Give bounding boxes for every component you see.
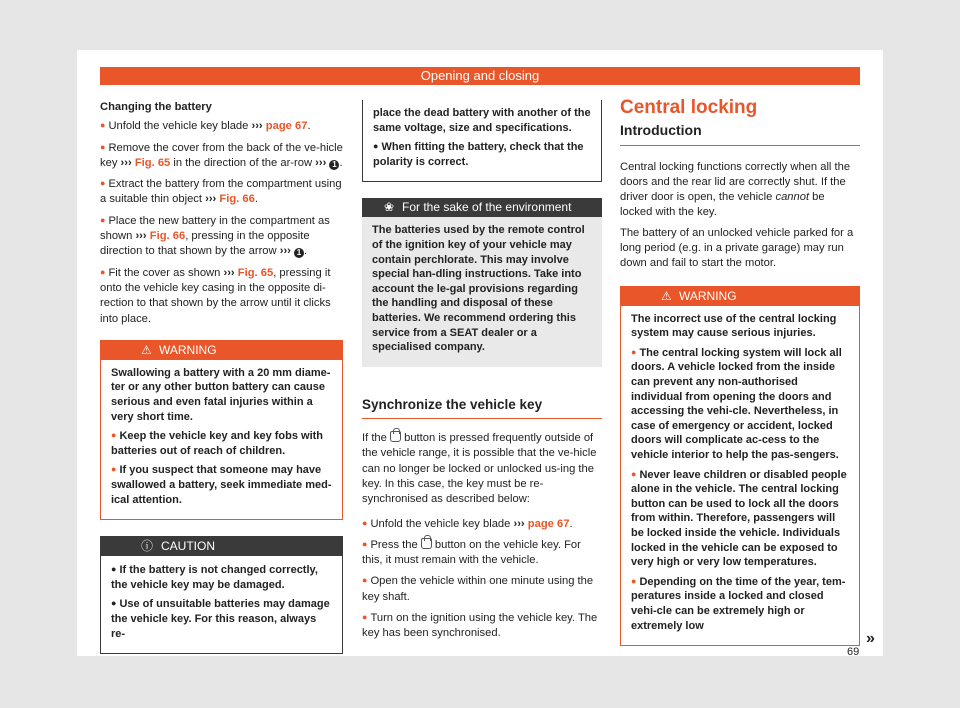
callout-1-icon: 1 <box>294 248 304 258</box>
bullet-icon: ● <box>362 538 368 549</box>
bullet-icon: ● <box>111 430 117 441</box>
figure-link[interactable]: Fig. 66 <box>219 193 255 206</box>
step-1: ● Unfold the vehicle key blade ››› page 67. <box>100 120 311 133</box>
warning-body: Swallowing a battery with a 20 mm diame-ter or any other button battery can cause serious and even fatal injuries within a very short time. ● Keep the vehicle key and key fobs with batteries out of reach of children. ● If you suspect that someone may have swallowed a battery, seek immediate med-ical attention. <box>111 366 332 506</box>
bullet-icon: ● <box>100 266 106 277</box>
warning-box-battery <box>100 340 343 520</box>
step-2: ● Remove the cover from the back of the ve-hicle key ››› Fig. 65 in the direction of the ar-row ››› 1 . <box>100 141 343 169</box>
sync-intro: If the button is pressed frequently outside of the vehicle range, it is possible that the ve-hicle can no longer be locked or unlocked us-ing the key. In this case, the key must be re-synchronised as described below: <box>362 432 597 506</box>
page-link[interactable]: page 67 <box>527 517 570 530</box>
column-2 <box>362 100 602 647</box>
caution-header: ⓘ CAUTION <box>101 537 342 556</box>
sync-step-3: ● Open the vehicle within one minute using the key shaft. <box>362 575 594 603</box>
warning-header: ⚠ WARNING <box>101 341 342 360</box>
bullet-icon: ● <box>631 468 637 479</box>
column-1 <box>100 100 343 654</box>
bullet-icon: ● <box>100 178 106 189</box>
warning-triangle-icon: ⚠ <box>661 288 672 303</box>
intro-paragraph-2: The battery of an unlocked vehicle parked for a long period (e.g. in a private garage) may run down and fail to start the motor. <box>620 226 854 270</box>
caution-box <box>100 536 343 654</box>
lock-button-icon <box>390 431 401 442</box>
warning-box-central-locking <box>620 286 860 646</box>
chapter-title: Central locking <box>620 97 758 118</box>
bullet-icon: ● <box>111 564 117 575</box>
warning-triangle-icon: ⚠ <box>141 342 152 357</box>
figure-link[interactable]: Fig. 65 <box>134 156 171 169</box>
sync-step-1: ● Unfold the vehicle key blade ››› page 67. <box>362 517 573 530</box>
continued-marker: » <box>866 630 875 647</box>
caution-body: ● If the battery is not changed correctly, the vehicle key may be damaged. ● Use of unsuitable batteries may damage the vehicle key. For this reason, always re- <box>111 564 330 640</box>
step-4: ● Place the new battery in the compartment as shown ››› Fig. 66, pressing in the opposite direction to that shown by the arrow ››› 1 . <box>100 214 330 258</box>
environment-body: The batteries used by the remote control of the ignition key of your vehicle may contain perchlorate. This may involve special han-dling instructions. Take into account the le-gal provisions regarding the handling and disposal of these batteries. We recommend ordering this service from a SEAT dealer or a specialised company. <box>372 224 585 354</box>
figure-link[interactable]: Fig. 66 <box>149 230 186 243</box>
sync-step-2: ● Press the button on the vehicle key. For this, it must remain with the vehicle. <box>362 538 581 567</box>
step-5: ● Fit the cover as shown ››› Fig. 65, pressing it onto the vehicle key casing in the opposite di-rection to that shown by the arrow until it clicks into place. <box>100 266 331 325</box>
environment-flower-icon: ❀ <box>384 200 395 215</box>
bullet-icon: ● <box>111 598 117 609</box>
bullet-icon: ● <box>100 120 106 131</box>
bullet-icon: ● <box>111 464 117 475</box>
info-circle-icon: ⓘ <box>141 539 154 554</box>
warning-header: ⚠ WARNING <box>621 287 859 306</box>
lock-button-icon <box>421 538 432 549</box>
bullet-icon: ● <box>100 214 106 225</box>
page-link[interactable]: page 67 <box>265 120 308 133</box>
step-3: ● Extract the battery from the compartment using a suitable thin object ››› Fig. 66. <box>100 178 342 206</box>
page-number: 69 <box>847 646 860 658</box>
bullet-icon: ● <box>362 517 368 528</box>
caution-box-continued: place the dead battery with another of the same voltage, size and specifications. ● When fitting the battery, check that the polarity is correct. <box>362 100 602 182</box>
bullet-icon: ● <box>362 575 368 586</box>
intro-paragraph-1: Central locking functions correctly when all the doors and the rear lid are correctly shut. If the driver door is open, the vehicle cannot be locked with the key. <box>620 160 851 219</box>
figure-link[interactable]: Fig. 65 <box>237 266 274 279</box>
column-3 <box>620 97 860 646</box>
section-heading-battery: Changing the battery <box>100 101 212 113</box>
bullet-icon: ● <box>362 611 368 622</box>
warning-body: The incorrect use of the central locking system may cause serious injuries. ● The central locking system will lock all doors. A vehicle locked from the inside can prevent any non-authorised individual from opening the doors and accessing the vehi-cle. Nevertheless, in case of emergency or accident, locked doors will complicate ac-cess to the vehicle interior to help the pas-sengers. ● Never leave children or disabled people alone in the vehicle. The central locking button can be used to lock all the doors from within. Therefore, passengers will be locked inside the vehicle. Individuals locked in the vehicle can be exposed to very high or very low temperatures. ● Depending on the time of the year, tem-peratures inside a locked and closed vehi-cle can be extremely high or extremely low <box>631 312 847 632</box>
section-title-introduction: Introduction <box>620 123 860 145</box>
sync-step-4: ● Turn on the ignition using the vehicle key. The key has been synchronised. <box>362 611 598 640</box>
bullet-icon: ● <box>631 575 637 586</box>
callout-1-icon: 1 <box>329 160 339 170</box>
bullet-icon: ● <box>100 141 106 152</box>
environment-box <box>362 198 602 366</box>
page-header: Opening and closing <box>100 67 860 85</box>
bullet-icon: ● <box>631 346 637 357</box>
section-title-synchronize: Synchronize the vehicle key <box>362 397 602 419</box>
environment-header: ❀ For the sake of the environment <box>362 198 602 217</box>
bullet-icon: ● <box>373 141 379 152</box>
